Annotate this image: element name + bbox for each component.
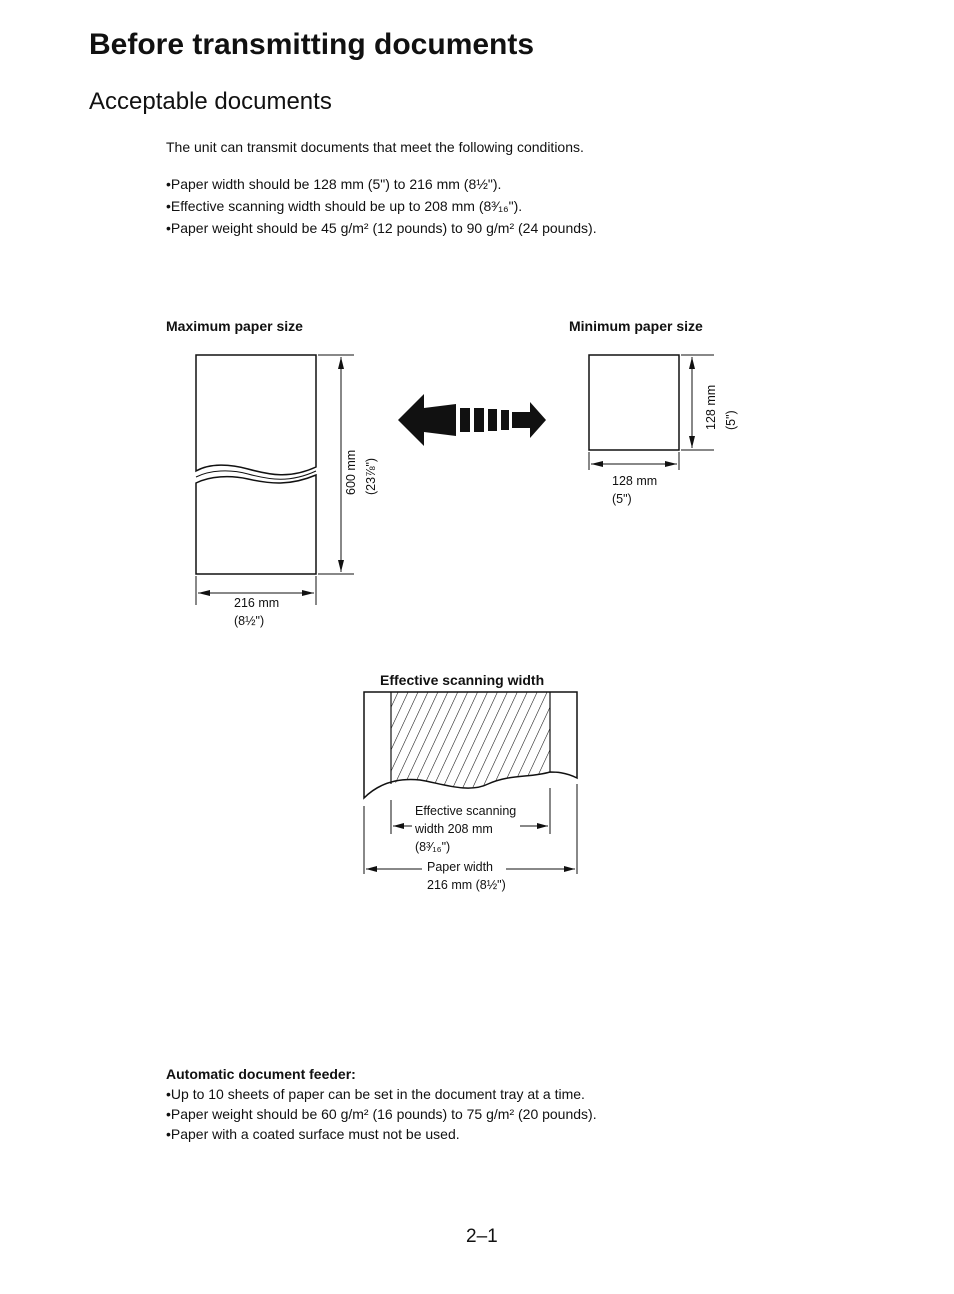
adf-list: [166, 1086, 597, 1146]
adf-heading: Automatic document feeder:: [166, 1066, 356, 1082]
adf-item: •Paper with a coated surface must not be used.: [166, 1126, 460, 1142]
eff-scan-line2: width 208 mm: [415, 822, 493, 836]
conditions-list: [166, 176, 597, 242]
section-heading: Acceptable documents: [89, 88, 332, 115]
adf-item: •Up to 10 sheets of paper can be set in the document tray at a time.: [166, 1086, 585, 1102]
page-number: 2–1: [466, 1226, 498, 1247]
max-width-mm: 216 mm: [234, 596, 280, 610]
min-paper-diagram: [580, 345, 720, 475]
scan-width-diagram: [360, 688, 585, 880]
condition-item: •Effective scanning width should be up to 208 mm (8³⁄₁₆").: [166, 198, 523, 214]
page-title: Before transmitting documents: [89, 28, 535, 61]
min-height-mm: 128 mm: [704, 384, 718, 430]
paper-width-line1: Paper width: [427, 860, 494, 874]
min-paper-label: Minimum paper size: [569, 318, 703, 334]
max-width-in: (8½"): [234, 614, 265, 628]
min-height-in: (5"): [724, 410, 738, 430]
scan-width-label: Effective scanning width: [380, 672, 545, 688]
max-height-in: (23⅞"): [364, 457, 378, 495]
max-paper-label: Maximum paper size: [166, 318, 303, 334]
condition-item: •Paper width should be 128 mm (5") to 216 mm (8½").: [166, 176, 502, 192]
double-arrow-icon: [394, 390, 554, 450]
eff-scan-line1: Effective scanning: [415, 804, 517, 818]
max-height-mm: 600 mm: [344, 449, 358, 495]
paper-width-line2: 216 mm (8½"): [427, 878, 506, 892]
eff-scan-line3: (8³⁄₁₆"): [415, 840, 451, 854]
min-width-in: (5"): [612, 492, 632, 506]
min-width-mm: 128 mm: [612, 474, 658, 488]
intro-text: The unit can transmit documents that meet the following conditions.: [166, 139, 584, 155]
condition-item: •Paper weight should be 45 g/m² (12 pounds) to 90 g/m² (24 pounds).: [166, 220, 597, 236]
adf-item: •Paper weight should be 60 g/m² (16 pounds) to 75 g/m² (20 pounds).: [166, 1106, 597, 1122]
